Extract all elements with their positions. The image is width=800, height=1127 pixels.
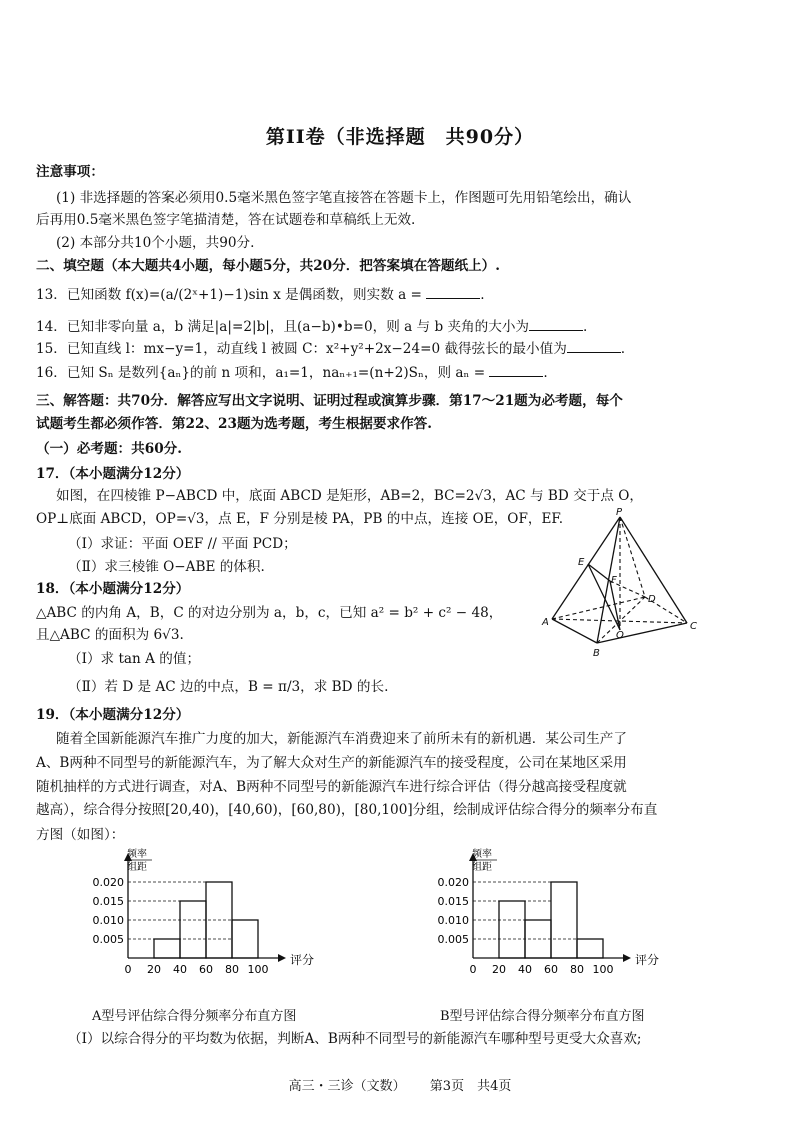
section-title: 第II卷（非选择题 共90分） — [265, 126, 535, 148]
required-heading: （一）必考题：共60分. — [36, 441, 182, 457]
x-axis-arrow — [623, 954, 631, 962]
histogram-bar — [499, 901, 525, 958]
label-c: C — [690, 621, 697, 632]
x-tick-label: 100 — [247, 963, 269, 976]
edge-pa — [552, 517, 620, 619]
question-19-text-2: A、B两种不同型号的新能源汽车，为了解大众对生产的新能源汽车的接受程度，公司在某地区采用 — [36, 755, 627, 771]
answer-blank[interactable] — [426, 286, 480, 299]
x-axis-arrow — [278, 954, 286, 962]
y-tick-label: 0.015 — [92, 895, 124, 908]
notes-item-2: (2) 本部分共10个小题，共90分. — [56, 235, 255, 251]
y-label-bottom: 组距 — [127, 862, 147, 873]
footer-exam-name: 高三・三诊（文数） — [288, 1079, 406, 1094]
x-tick-label: 20 — [492, 963, 506, 976]
x-tick-label: 100 — [592, 963, 614, 976]
question-17-text-1: 如图，在四棱锥 P−ABCD 中，底面 ABCD 是矩形，AB=2，BC=2√3，AC 与 BD 交于点 O， — [56, 488, 643, 504]
label-o: O — [616, 630, 624, 641]
solve-heading-2: 试题考生都必须作答．第22、23题为选考题，考生根据要求作答. — [36, 416, 433, 432]
y-label-top: 频率 — [472, 849, 492, 860]
answer-blank[interactable] — [567, 340, 621, 353]
question-18-text-1: △ABC 的内角 A，B，C 的对边分别为 a，b，c，已知 a² = b² + c² − 48， — [36, 605, 503, 621]
question-14: 14．已知非零向量 a，b 满足|a|=2|b|，且(a−b)•b=0，则 a 与 b 夹角的大小为 . — [36, 319, 588, 335]
question-16: 16．已知 Sₙ 是数列{aₙ}的前 n 项和，a₁=1，naₙ₊₁=(n+2)Sₙ，则 aₙ = . — [36, 365, 548, 381]
histogram-bar — [577, 939, 603, 958]
y-tick-label: 0.020 — [437, 876, 469, 889]
y-tick-label: 0.005 — [92, 933, 124, 946]
question-19-text-5: 方图（如图）： — [36, 827, 125, 843]
label-a: A — [542, 617, 549, 628]
question-18-part-1: （Ⅰ）求 tan A 的值； — [68, 651, 201, 667]
y-label-bottom: 组距 — [472, 862, 492, 873]
x-tick-label: 0 — [124, 963, 132, 976]
edge-pc — [620, 517, 687, 623]
label-e: E — [578, 557, 585, 568]
edge-bc — [597, 623, 687, 643]
question-19-text-4: 越高），综合得分按照[20,40)，[40,60)，[60,80)，[80,100]分组，绘制成评估综合得分的频率分布直 — [36, 802, 658, 818]
x-tick-label: 20 — [147, 963, 161, 976]
edge-pd — [620, 517, 645, 597]
histogram-a-caption: A型号评估综合得分频率分布直方图 — [92, 1009, 297, 1024]
y-tick-label: 0.010 — [437, 914, 469, 927]
label-f: F — [611, 575, 617, 586]
answer-blank[interactable] — [489, 364, 543, 377]
x-tick-label: 0 — [469, 963, 477, 976]
edge-ab — [552, 619, 597, 643]
notes-item-1a: (1) 非选择题的答案必须用0.5毫米黑色签字笔直接答在答题卡上，作图题可先用铅笔绘出，确认 — [56, 190, 632, 206]
x-axis-label: 评分 — [635, 953, 660, 967]
question-19-text-1: 随着全国新能源汽车推广力度的加大，新能源汽车消费迎来了前所未有的新机遇．某公司生产了 — [56, 731, 627, 747]
y-label-top: 频率 — [127, 849, 147, 860]
solve-heading-1: 三、解答题：共70分．解答应写出文字说明、证明过程或演算步骤．第17～21题为必考题，每个 — [36, 393, 623, 409]
question-19-part-1: （Ⅰ）以综合得分的平均数为依据，判断A、B两种不同型号的新能源汽车哪种型号更受大众喜欢; — [68, 1031, 642, 1047]
question-19-text-3: 随机抽样的方式进行调查，对A、B两种不同型号的新能源汽车进行综合评估（得分越高接受程度就 — [36, 779, 627, 795]
question-18-text-2: 且△ABC 的面积为 6√3. — [36, 627, 184, 643]
pyramid-figure — [540, 505, 710, 665]
fill-blank-heading: 二、填空题（本大题共4小题，每小题5分，共20分．把答案填在答题纸上）. — [36, 258, 500, 274]
histogram-bar — [232, 920, 258, 958]
question-13: 13．已知函数 f(x)=(a/(2ˣ+1)−1)sin x 是偶函数，则实数 a = . — [36, 287, 485, 303]
histogram-b-caption: B型号评估综合得分频率分布直方图 — [440, 1009, 645, 1024]
question-18-title: 18．（本小题满分12分） — [36, 581, 190, 597]
notes-item-1b: 后再用0.5毫米黑色签字笔描清楚，答在试题卷和草稿纸上无效. — [36, 212, 416, 228]
question-17-part-2: （Ⅱ）求三棱锥 O−ABE 的体积. — [68, 559, 265, 575]
x-tick-label: 40 — [173, 963, 187, 976]
label-b: B — [593, 648, 600, 659]
label-d: D — [648, 594, 656, 605]
histogram-a — [80, 845, 340, 990]
histogram-bar — [154, 939, 180, 958]
edge-ad — [552, 597, 645, 619]
y-tick-label: 0.010 — [92, 914, 124, 927]
x-tick-label: 80 — [570, 963, 584, 976]
notes-heading: 注意事项： — [36, 164, 104, 180]
question-17-part-1: （Ⅰ）求证：平面 OEF // 平面 PCD； — [68, 536, 297, 552]
answer-blank[interactable] — [529, 318, 583, 331]
question-15: 15．已知直线 l：mx−y=1，动直线 l 被圆 C：x²+y²+2x−24=0 截得弦长的最小值为 . — [36, 341, 626, 357]
page-footer — [0, 1075, 800, 1094]
question-17-title: 17．（本小题满分12分） — [36, 466, 190, 482]
x-tick-label: 80 — [225, 963, 239, 976]
y-tick-label: 0.020 — [92, 876, 124, 889]
question-18-part-2: （Ⅱ）若 D 是 AC 边的中点，B = π/3，求 BD 的长. — [68, 679, 389, 695]
histogram-bar — [551, 882, 577, 958]
x-axis-label: 评分 — [290, 953, 315, 967]
footer-page-number: 第3页 共4页 — [429, 1079, 512, 1094]
x-tick-label: 60 — [199, 963, 213, 976]
y-tick-label: 0.015 — [437, 895, 469, 908]
x-tick-label: 40 — [518, 963, 532, 976]
question-17-text-2: OP⊥底面 ABCD，OP=√3，点 E，F 分别是棱 PA，PB 的中点，连接 OE，OF，EF. — [36, 511, 564, 527]
x-tick-label: 60 — [544, 963, 558, 976]
label-p: P — [616, 507, 623, 518]
question-19-title: 19．（本小题满分12分） — [36, 707, 190, 723]
histogram-b — [425, 845, 685, 990]
y-tick-label: 0.005 — [437, 933, 469, 946]
histogram-bar — [180, 901, 206, 958]
